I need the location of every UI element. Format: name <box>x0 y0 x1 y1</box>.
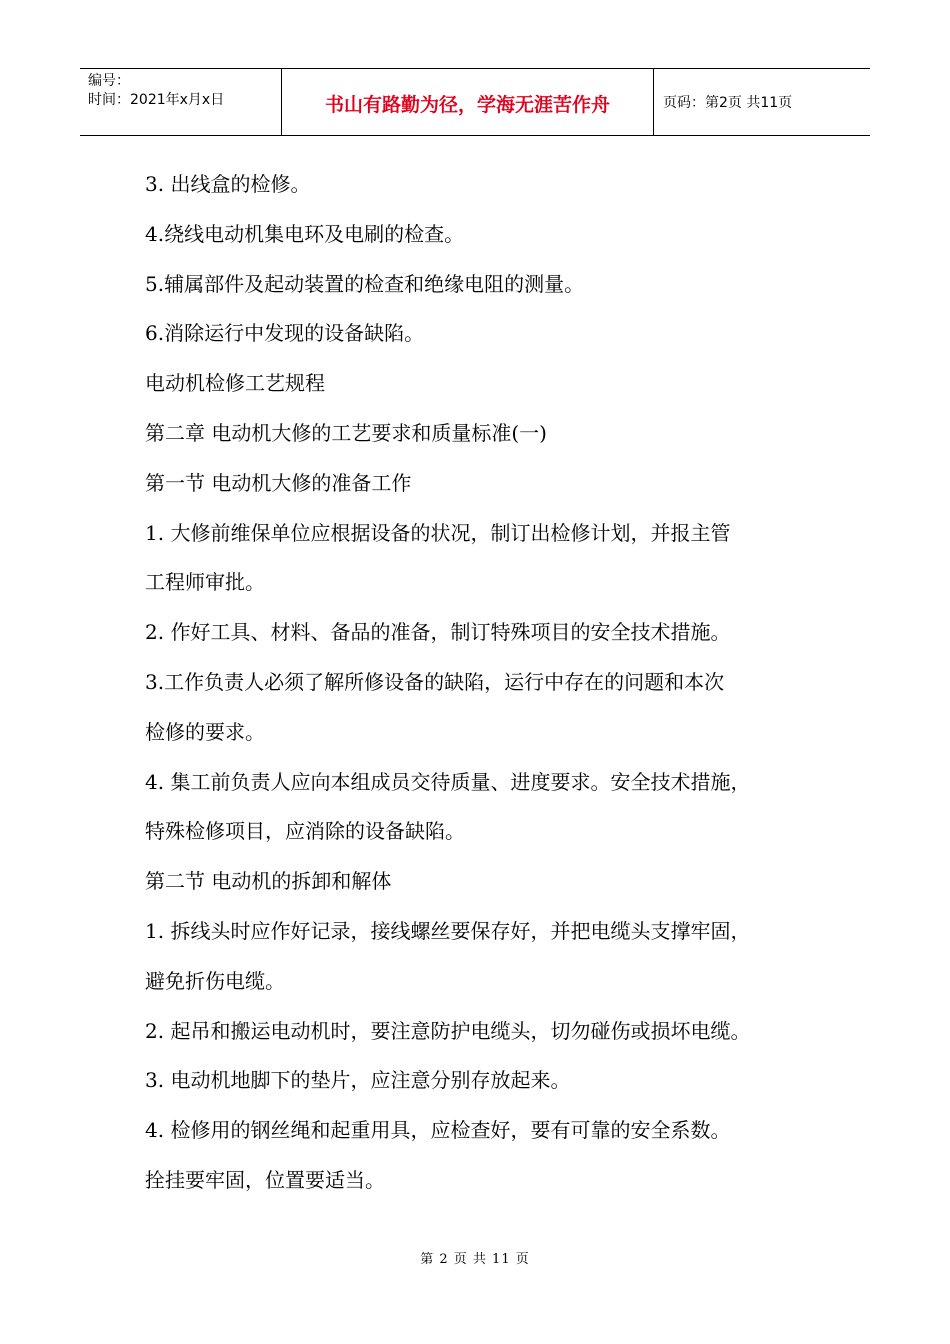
document-number-label: 编号： <box>88 73 130 89</box>
body-line: 4.绕线电动机集电环及电刷的检查。 <box>145 221 465 246</box>
body-line: 4. 检修用的钢丝绳和起重用具，应检查好，要有可靠的安全系数。 <box>145 1118 731 1143</box>
body-line: 2. 起吊和搬运电动机时，要注意防护电缆头，切勿碰伤或损坏电缆。 <box>145 1018 751 1043</box>
header-motto: 书山有路勤为径，学海无涯苦作舟 <box>282 69 654 135</box>
body-line: 避免折伤电缆。 <box>145 968 285 993</box>
body-line: 6.消除运行中发现的设备缺陷。 <box>145 321 425 346</box>
page-footer: 第 2 页 共 11 页 <box>420 1252 530 1267</box>
document-body <box>145 160 845 1206</box>
body-line: 2. 作好工具、材料、备品的准备，制订特殊项目的安全技术措施。 <box>145 620 731 645</box>
body-line: 1. 大修前维保单位应根据设备的状况，制订出检修计划，并报主管 <box>145 520 731 545</box>
body-line: 3.工作负责人必须了解所修设备的缺陷，运行中存在的问题和本次 <box>145 669 725 694</box>
section-title: 电动机检修工艺规程 <box>145 371 325 396</box>
section-heading: 第二节 电动机的拆卸和解体 <box>145 869 392 894</box>
body-line: 3. 出线盒的检修。 <box>145 172 311 196</box>
body-line: 3. 电动机地脚下的垫片，应注意分别存放起来。 <box>145 1068 571 1093</box>
document-date-label: 时间：2021年x月x日 <box>88 92 225 108</box>
document-header <box>80 68 870 136</box>
body-line: 拴挂要牢固，位置要适当。 <box>145 1167 385 1192</box>
body-line: 1. 拆线头时应作好记录，接线螺丝要保存好，并把电缆头支撑牢固， <box>145 918 751 943</box>
header-meta-cell <box>80 69 282 135</box>
section-heading: 第一节 电动机大修的准备工作 <box>145 470 412 495</box>
body-line: 特殊检修项目，应消除的设备缺陷。 <box>145 819 465 844</box>
body-line: 5.辅属部件及起动装置的检查和绝缘电阻的测量。 <box>145 271 585 296</box>
body-line: 检修的要求。 <box>145 719 265 744</box>
body-line: 工程师审批。 <box>145 570 265 595</box>
header-page-info: 页码：第2页 共11页 <box>663 95 793 111</box>
chapter-heading: 第二章 电动机大修的工艺要求和质量标准(一) <box>145 420 547 445</box>
body-line: 4. 集工前负责人应向本组成员交待质量、进度要求。安全技术措施， <box>145 769 751 794</box>
